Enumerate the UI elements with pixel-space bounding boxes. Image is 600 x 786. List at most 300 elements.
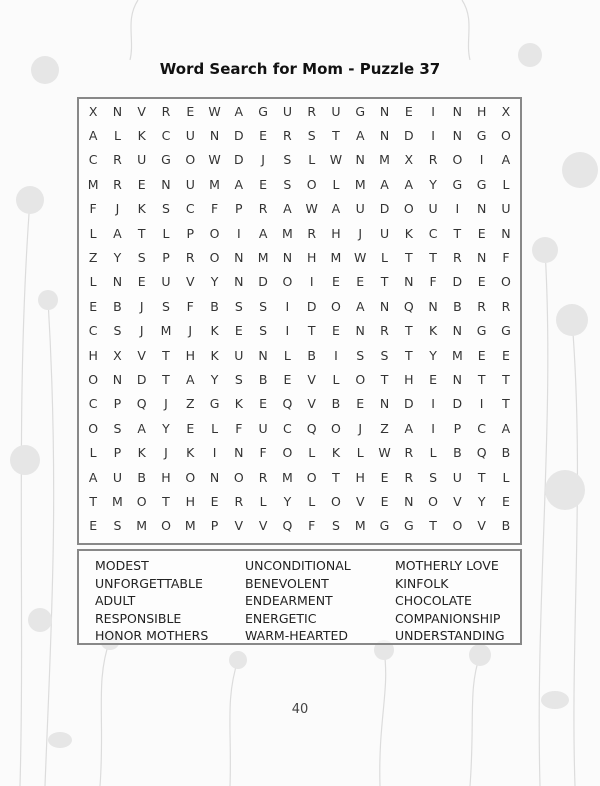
grid-cell[interactable]: H [185, 493, 195, 509]
grid-cell[interactable]: N [258, 347, 268, 363]
grid-cell[interactable]: A [380, 176, 389, 192]
grid-cell[interactable]: U [501, 201, 511, 217]
grid-cell[interactable]: E [477, 274, 486, 290]
grid-cell[interactable]: T [404, 323, 413, 339]
grid-cell[interactable]: U [258, 420, 268, 436]
grid-cell[interactable]: R [307, 225, 317, 241]
grid-cell[interactable]: T [429, 518, 437, 534]
grid-cell[interactable]: I [334, 347, 338, 363]
grid-cell[interactable]: E [89, 518, 98, 534]
grid-cell[interactable]: W [378, 445, 391, 461]
grid-cell[interactable]: G [403, 518, 414, 534]
grid-cell[interactable]: I [431, 103, 435, 119]
grid-cell[interactable]: B [113, 298, 122, 314]
grid-cell[interactable]: E [332, 323, 340, 339]
grid-cell[interactable]: K [137, 201, 146, 217]
grid-cell[interactable]: S [113, 420, 122, 436]
grid-cell[interactable]: L [308, 152, 316, 168]
grid-cell[interactable]: L [356, 445, 364, 461]
grid-cell[interactable]: E [259, 396, 268, 412]
grid-cell[interactable]: U [282, 103, 292, 119]
grid-cell[interactable]: O [209, 250, 220, 266]
grid-cell[interactable]: H [355, 469, 365, 485]
grid-cell[interactable]: N [476, 201, 487, 217]
grid-cell[interactable]: K [137, 445, 146, 461]
grid-cell[interactable]: G [452, 176, 463, 192]
grid-cell[interactable]: N [379, 128, 390, 144]
grid-cell[interactable]: W [305, 201, 318, 217]
grid-cell[interactable]: E [137, 176, 146, 192]
grid-cell[interactable]: U [234, 347, 244, 363]
grid-cell[interactable]: J [139, 298, 144, 314]
grid-cell[interactable]: J [261, 152, 265, 168]
grid-cell[interactable]: N [452, 103, 463, 119]
grid-cell[interactable]: G [379, 518, 390, 534]
grid-cell[interactable]: N [476, 250, 487, 266]
grid-cell[interactable]: S [162, 201, 170, 217]
grid-cell[interactable]: I [212, 445, 217, 461]
grid-cell[interactable]: P [210, 518, 219, 534]
grid-cell[interactable]: T [162, 347, 170, 363]
grid-cell[interactable]: R [404, 469, 414, 485]
grid-cell[interactable]: U [137, 152, 147, 168]
grid-cell[interactable]: N [404, 274, 414, 290]
grid-cell[interactable]: N [112, 274, 123, 290]
grid-cell[interactable]: S [259, 298, 268, 314]
grid-cell[interactable]: I [309, 274, 314, 290]
grid-cell[interactable]: Z [185, 396, 195, 412]
grid-cell[interactable]: L [211, 420, 219, 436]
grid-cell[interactable]: T [380, 371, 389, 387]
grid-cell[interactable]: C [88, 152, 98, 168]
grid-cell[interactable]: C [88, 396, 98, 412]
grid-cell[interactable]: G [476, 323, 487, 339]
grid-cell[interactable]: U [355, 201, 365, 217]
grid-cell[interactable]: E [137, 274, 146, 290]
grid-cell[interactable]: N [501, 225, 511, 241]
grid-cell[interactable]: R [283, 128, 292, 144]
grid-cell[interactable]: S [429, 469, 438, 485]
grid-cell[interactable]: O [209, 225, 220, 241]
grid-cell[interactable]: N [452, 371, 463, 387]
grid-cell[interactable]: I [236, 225, 241, 241]
grid-cell[interactable]: A [355, 298, 365, 314]
grid-cell[interactable]: V [453, 493, 462, 509]
grid-cell[interactable]: E [380, 493, 389, 509]
grid-cell[interactable]: T [89, 493, 97, 509]
grid-cell[interactable]: D [234, 128, 244, 144]
grid-cell[interactable]: U [331, 103, 341, 119]
grid-cell[interactable]: N [282, 250, 293, 266]
grid-cell[interactable]: N [428, 298, 438, 314]
grid-cell[interactable]: I [479, 152, 484, 168]
grid-cell[interactable]: F [429, 274, 437, 290]
grid-cell[interactable]: U [112, 469, 122, 485]
grid-cell[interactable]: A [137, 420, 146, 436]
grid-cell[interactable]: K [210, 347, 219, 363]
grid-cell[interactable]: E [283, 371, 292, 387]
grid-cell[interactable]: T [429, 250, 437, 266]
grid-cell[interactable]: N [355, 152, 365, 168]
grid-cell[interactable]: J [115, 201, 120, 217]
grid-cell[interactable]: O [501, 274, 511, 290]
grid-cell[interactable]: F [259, 445, 267, 461]
grid-cell[interactable]: U [161, 274, 171, 290]
grid-cell[interactable]: Q [282, 518, 293, 534]
grid-cell[interactable]: C [185, 201, 195, 217]
grid-cell[interactable]: O [88, 371, 99, 387]
grid-cell[interactable]: W [354, 250, 367, 266]
grid-cell[interactable]: E [186, 420, 195, 436]
grid-cell[interactable]: I [431, 396, 435, 412]
grid-cell[interactable]: H [476, 103, 487, 119]
grid-cell[interactable]: Y [283, 493, 292, 509]
grid-cell[interactable]: S [307, 128, 316, 144]
grid-cell[interactable]: D [136, 371, 147, 387]
grid-cell[interactable]: S [113, 323, 122, 339]
grid-cell[interactable]: T [477, 469, 486, 485]
grid-cell[interactable]: H [161, 469, 171, 485]
grid-cell[interactable]: N [452, 128, 463, 144]
grid-cell[interactable]: Y [429, 347, 437, 363]
grid-cell[interactable]: D [379, 201, 390, 217]
grid-cell[interactable]: I [431, 420, 435, 436]
grid-cell[interactable]: D [403, 396, 414, 412]
grid-cell[interactable]: W [208, 152, 221, 168]
grid-cell[interactable]: L [332, 176, 340, 192]
grid-cell[interactable]: O [136, 493, 147, 509]
grid-cell[interactable]: U [185, 176, 195, 192]
grid-cell[interactable]: M [281, 469, 293, 485]
grid-cell[interactable]: V [258, 518, 268, 534]
grid-cell[interactable]: V [137, 103, 146, 119]
grid-cell[interactable]: M [451, 347, 463, 363]
grid-cell[interactable]: X [113, 347, 122, 363]
grid-cell[interactable]: H [404, 371, 414, 387]
grid-cell[interactable]: L [308, 493, 316, 509]
grid-cell[interactable]: B [210, 298, 219, 314]
grid-cell[interactable]: O [428, 493, 438, 509]
grid-cell[interactable]: S [380, 347, 389, 363]
grid-cell[interactable]: V [355, 493, 365, 509]
grid-cell[interactable]: Z [88, 250, 98, 266]
grid-cell[interactable]: N [161, 176, 171, 192]
grid-cell[interactable]: O [452, 152, 463, 168]
grid-cell[interactable]: E [259, 176, 268, 192]
grid-cell[interactable]: O [161, 518, 171, 534]
grid-cell[interactable]: E [356, 274, 365, 290]
grid-cell[interactable]: K [428, 323, 438, 339]
grid-cell[interactable]: L [283, 347, 291, 363]
grid-cell[interactable]: S [113, 518, 122, 534]
grid-cell[interactable]: T [162, 371, 170, 387]
grid-cell[interactable]: P [113, 445, 122, 461]
grid-cell[interactable]: Y [162, 420, 170, 436]
grid-cell[interactable]: S [283, 152, 292, 168]
grid-cell[interactable]: X [501, 103, 511, 119]
grid-cell[interactable]: V [477, 518, 486, 534]
grid-cell[interactable]: M [87, 176, 99, 192]
grid-cell[interactable]: B [501, 445, 511, 461]
grid-cell[interactable]: E [210, 493, 219, 509]
grid-cell[interactable]: A [234, 176, 244, 192]
grid-cell[interactable]: G [355, 103, 366, 119]
grid-cell[interactable]: N [112, 103, 123, 119]
grid-cell[interactable]: R [258, 469, 268, 485]
grid-cell[interactable]: L [89, 445, 97, 461]
grid-cell[interactable]: B [453, 298, 462, 314]
grid-cell[interactable]: D [403, 128, 414, 144]
grid-cell[interactable]: H [306, 250, 317, 266]
grid-cell[interactable]: G [161, 152, 171, 168]
grid-cell[interactable]: I [431, 128, 435, 144]
grid-cell[interactable]: A [404, 420, 414, 436]
grid-cell[interactable]: R [161, 103, 171, 119]
grid-cell[interactable]: O [306, 469, 317, 485]
grid-cell[interactable]: O [331, 493, 341, 509]
grid-cell[interactable]: J [358, 420, 363, 436]
grid-cell[interactable]: L [381, 250, 388, 266]
grid-cell[interactable]: M [184, 518, 196, 534]
grid-cell[interactable]: I [285, 298, 290, 314]
grid-cell[interactable]: E [186, 103, 195, 119]
grid-cell[interactable]: B [137, 469, 146, 485]
grid-cell[interactable]: V [234, 518, 244, 534]
grid-cell[interactable]: I [455, 201, 460, 217]
grid-cell[interactable]: R [113, 152, 122, 168]
grid-cell[interactable]: J [164, 445, 168, 461]
grid-cell[interactable]: O [501, 128, 511, 144]
grid-cell[interactable]: T [502, 396, 510, 412]
grid-cell[interactable]: M [281, 225, 293, 241]
grid-cell[interactable]: T [477, 371, 486, 387]
grid-cell[interactable]: N [209, 128, 220, 144]
grid-cell[interactable]: D [234, 152, 244, 168]
grid-cell[interactable]: F [89, 201, 97, 217]
grid-cell[interactable]: U [379, 225, 390, 241]
grid-cell[interactable]: M [136, 518, 148, 534]
grid-cell[interactable]: O [185, 152, 196, 168]
grid-cell[interactable]: R [113, 176, 122, 192]
grid-cell[interactable]: T [502, 371, 510, 387]
grid-cell[interactable]: G [476, 128, 487, 144]
grid-cell[interactable]: L [308, 445, 316, 461]
grid-cell[interactable]: K [404, 225, 413, 241]
grid-cell[interactable]: K [234, 396, 243, 412]
grid-cell[interactable]: T [453, 225, 462, 241]
grid-cell[interactable]: T [380, 274, 389, 290]
grid-cell[interactable]: L [502, 176, 510, 192]
grid-cell[interactable]: R [477, 298, 486, 314]
grid-cell[interactable]: O [331, 420, 341, 436]
grid-cell[interactable]: N [404, 493, 414, 509]
grid-cell[interactable]: C [283, 420, 292, 436]
grid-cell[interactable]: L [89, 274, 97, 290]
grid-cell[interactable]: T [307, 323, 316, 339]
grid-cell[interactable]: A [185, 371, 195, 387]
grid-cell[interactable]: N [234, 445, 244, 461]
grid-cell[interactable]: U [185, 128, 195, 144]
grid-cell[interactable]: U [452, 469, 462, 485]
grid-cell[interactable]: D [452, 396, 463, 412]
grid-cell[interactable]: Y [477, 493, 486, 509]
grid-cell[interactable]: A [501, 420, 511, 436]
grid-cell[interactable]: V [307, 396, 316, 412]
grid-cell[interactable]: R [501, 298, 511, 314]
grid-cell[interactable]: R [428, 152, 438, 168]
grid-cell[interactable]: A [331, 201, 341, 217]
grid-cell[interactable]: O [355, 371, 366, 387]
grid-cell[interactable]: S [356, 347, 365, 363]
grid-cell[interactable]: R [185, 250, 195, 266]
grid-cell[interactable]: N [379, 103, 390, 119]
grid-cell[interactable]: L [332, 371, 340, 387]
grid-cell[interactable]: T [404, 250, 413, 266]
grid-cell[interactable]: P [113, 396, 122, 412]
grid-cell[interactable]: X [88, 103, 98, 119]
grid-cell[interactable]: O [233, 469, 244, 485]
grid-cell[interactable]: O [282, 445, 293, 461]
grid-cell[interactable]: T [332, 128, 340, 144]
grid-cell[interactable]: Y [113, 250, 122, 266]
grid-cell[interactable]: L [502, 469, 510, 485]
grid-cell[interactable]: S [259, 323, 268, 339]
grid-cell[interactable]: Z [380, 420, 389, 436]
grid-cell[interactable]: O [88, 420, 99, 436]
grid-cell[interactable]: R [404, 445, 414, 461]
grid-cell[interactable]: S [234, 298, 243, 314]
grid-cell[interactable]: G [258, 103, 268, 119]
grid-cell[interactable]: O [331, 298, 341, 314]
grid-cell[interactable]: Y [210, 371, 219, 387]
grid-cell[interactable]: M [354, 176, 366, 192]
grid-cell[interactable]: R [380, 323, 389, 339]
grid-cell[interactable]: P [235, 201, 243, 217]
grid-cell[interactable]: E [356, 396, 365, 412]
grid-cell[interactable]: L [162, 225, 170, 241]
grid-cell[interactable]: K [137, 128, 146, 144]
grid-cell[interactable]: G [501, 323, 511, 339]
grid-cell[interactable]: A [258, 225, 268, 241]
grid-cell[interactable]: C [477, 420, 486, 436]
grid-cell[interactable]: K [331, 445, 341, 461]
grid-cell[interactable]: C [161, 128, 171, 144]
grid-cell[interactable]: M [330, 250, 342, 266]
grid-cell[interactable]: M [354, 518, 366, 534]
grid-cell[interactable]: H [185, 347, 195, 363]
grid-cell[interactable]: B [307, 347, 316, 363]
grid-cell[interactable]: E [501, 493, 510, 509]
grid-cell[interactable]: N [209, 469, 220, 485]
grid-cell[interactable]: W [208, 103, 221, 119]
grid-cell[interactable]: B [501, 518, 511, 534]
grid-cell[interactable]: O [185, 469, 196, 485]
grid-cell[interactable]: N [234, 250, 244, 266]
grid-cell[interactable]: J [164, 396, 168, 412]
grid-cell[interactable]: R [258, 201, 268, 217]
grid-cell[interactable]: D [306, 298, 317, 314]
grid-cell[interactable]: L [429, 445, 437, 461]
grid-cell[interactable]: V [307, 371, 316, 387]
grid-cell[interactable]: N [379, 396, 390, 412]
grid-cell[interactable]: D [258, 274, 268, 290]
grid-cell[interactable]: E [89, 298, 98, 314]
grid-cell[interactable]: Y [210, 274, 219, 290]
grid-cell[interactable]: N [234, 274, 244, 290]
grid-cell[interactable]: R [234, 493, 244, 509]
grid-cell[interactable]: E [429, 371, 438, 387]
grid-cell[interactable]: L [113, 128, 121, 144]
grid-cell[interactable]: R [453, 250, 462, 266]
grid-cell[interactable]: A [501, 152, 511, 168]
grid-cell[interactable]: P [453, 420, 462, 436]
grid-cell[interactable]: M [112, 493, 123, 509]
grid-cell[interactable]: A [404, 176, 414, 192]
grid-cell[interactable]: X [404, 152, 414, 168]
grid-cell[interactable]: B [331, 396, 341, 412]
grid-cell[interactable]: M [160, 323, 172, 339]
grid-cell[interactable]: S [283, 176, 292, 192]
grid-cell[interactable]: F [308, 518, 316, 534]
grid-cell[interactable]: K [186, 445, 195, 461]
grid-cell[interactable]: I [285, 323, 290, 339]
grid-cell[interactable]: H [88, 347, 98, 363]
grid-cell[interactable]: F [502, 250, 510, 266]
grid-cell[interactable]: Q [476, 445, 487, 461]
grid-cell[interactable]: N [379, 298, 390, 314]
grid-cell[interactable]: Q [306, 420, 317, 436]
grid-cell[interactable]: J [188, 323, 193, 339]
grid-cell[interactable]: U [428, 201, 438, 217]
grid-cell[interactable]: B [258, 371, 268, 387]
grid-cell[interactable]: H [331, 225, 341, 241]
grid-cell[interactable]: S [331, 518, 340, 534]
grid-cell[interactable]: P [162, 250, 170, 266]
grid-cell[interactable]: E [404, 103, 413, 119]
grid-cell[interactable]: L [89, 225, 97, 241]
grid-cell[interactable]: P [186, 225, 195, 241]
grid-cell[interactable]: Y [429, 176, 437, 192]
grid-cell[interactable]: A [283, 201, 292, 217]
grid-cell[interactable]: O [452, 518, 463, 534]
grid-cell[interactable]: Q [403, 298, 414, 314]
grid-cell[interactable]: G [476, 176, 487, 192]
grid-cell[interactable]: F [210, 201, 219, 217]
grid-cell[interactable]: T [162, 493, 170, 509]
grid-cell[interactable]: M [257, 250, 269, 266]
grid-cell[interactable]: K [210, 323, 219, 339]
grid-cell[interactable]: I [479, 396, 484, 412]
grid-cell[interactable]: N [355, 323, 365, 339]
grid-cell[interactable]: L [259, 493, 267, 509]
grid-cell[interactable]: E [501, 347, 510, 363]
grid-cell[interactable]: Q [136, 396, 147, 412]
grid-cell[interactable]: E [234, 323, 243, 339]
grid-cell[interactable]: A [355, 128, 365, 144]
grid-cell[interactable]: S [162, 298, 170, 314]
grid-cell[interactable]: F [235, 420, 243, 436]
grid-cell[interactable]: J [358, 225, 363, 241]
grid-cell[interactable]: O [306, 176, 317, 192]
grid-cell[interactable]: N [452, 323, 463, 339]
grid-cell[interactable]: A [234, 103, 244, 119]
grid-cell[interactable]: E [332, 274, 340, 290]
grid-cell[interactable]: B [453, 445, 462, 461]
grid-cell[interactable]: E [380, 469, 389, 485]
grid-cell[interactable]: E [477, 347, 486, 363]
grid-cell[interactable]: R [307, 103, 317, 119]
grid-cell[interactable]: S [234, 371, 243, 387]
